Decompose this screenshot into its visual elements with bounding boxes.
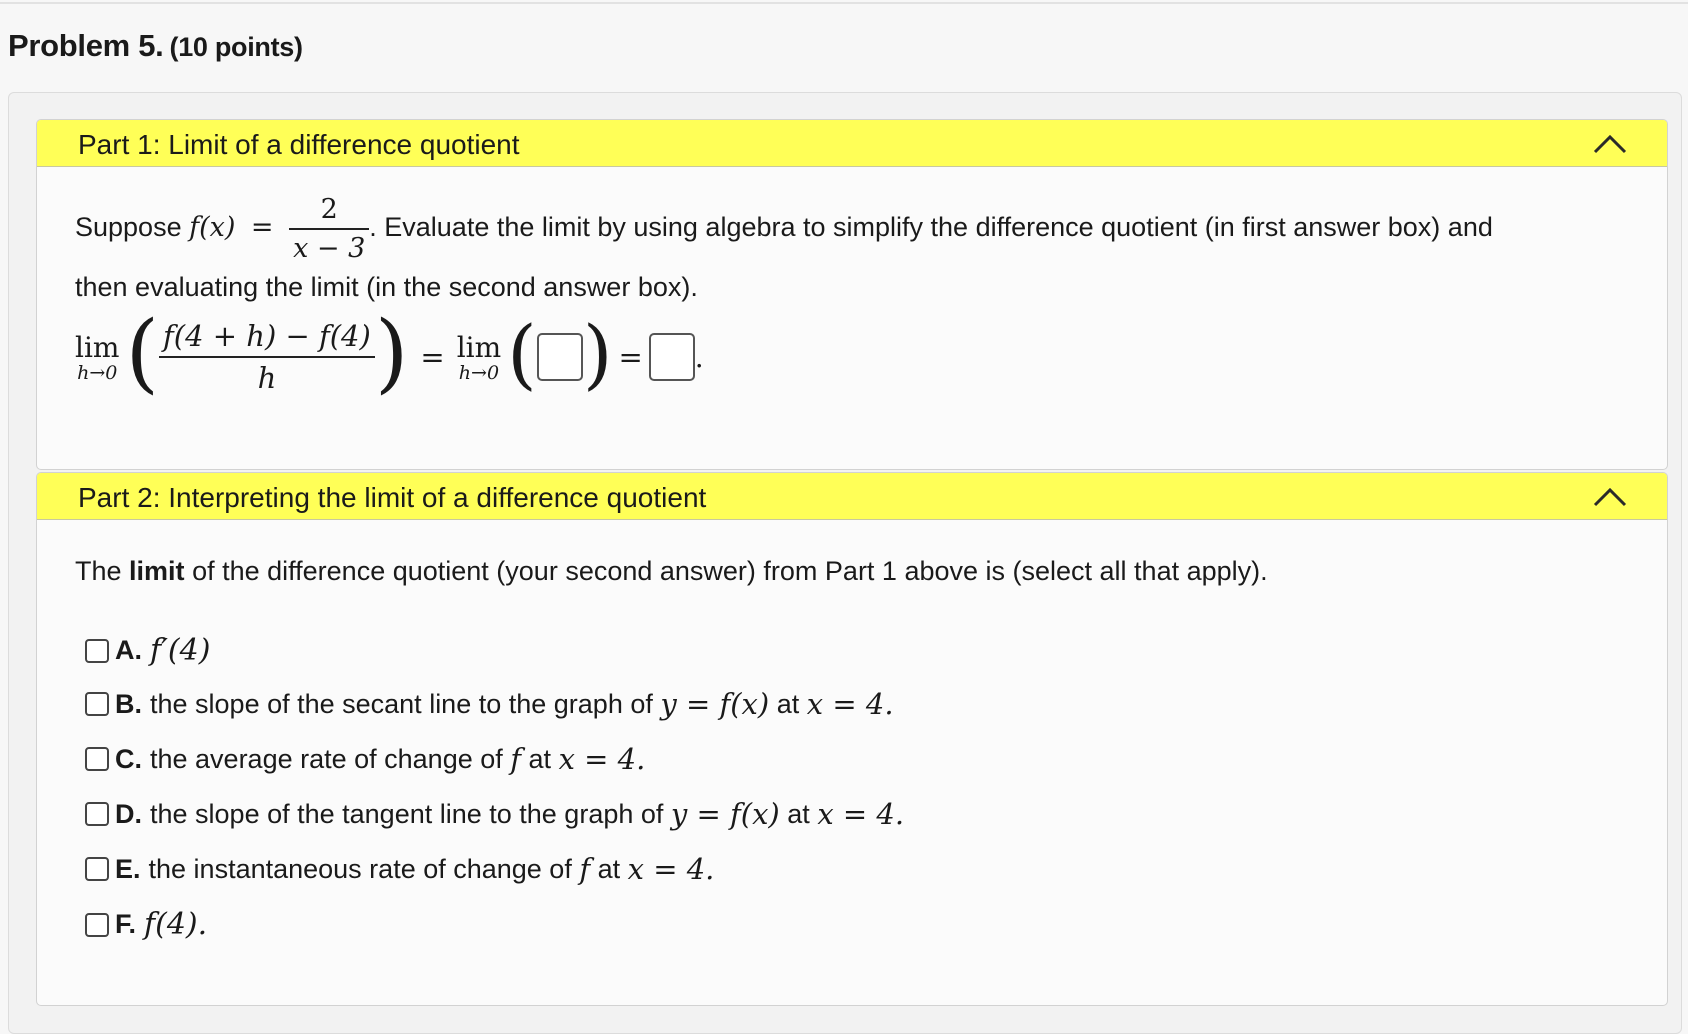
part-2-header[interactable]	[37, 473, 1667, 520]
function-numerator: 2	[289, 194, 369, 230]
option-text: the instantaneous rate of change of	[148, 853, 572, 884]
option-letter: A.	[115, 635, 142, 665]
option-letter: C.	[115, 743, 142, 774]
part-2-panel	[36, 472, 1668, 1006]
chevron-up-icon[interactable]	[1593, 487, 1627, 507]
right-paren: )	[374, 303, 409, 403]
left-paren-2: (	[507, 309, 537, 398]
limit-operator-left	[75, 331, 119, 384]
answer-box-simplified[interactable]	[537, 333, 583, 381]
problem-points: (10 points)	[169, 32, 303, 62]
option-a[interactable]	[85, 633, 210, 668]
checkbox-c[interactable]	[85, 747, 109, 771]
prompt-pre: The	[75, 556, 122, 586]
option-math: f	[579, 852, 591, 886]
right-paren-2: )	[582, 309, 613, 398]
equals-sign: =	[250, 212, 274, 244]
prompt-bold: limit	[129, 556, 185, 586]
option-math2: x = 4.	[558, 742, 646, 776]
option-e[interactable]	[85, 852, 714, 886]
option-letter: E.	[115, 853, 141, 884]
part-1-intro-line2: then evaluating the limit (in the second answer box).	[75, 272, 698, 302]
lim-subscript-2: h→0	[458, 361, 500, 384]
checkbox-d[interactable]	[85, 802, 109, 826]
checkbox-e[interactable]	[85, 857, 109, 881]
option-text: the slope of the tangent line to the graph of	[150, 798, 664, 829]
option-at: at	[776, 688, 800, 719]
option-math: f(4).	[144, 907, 208, 942]
option-b[interactable]	[85, 687, 894, 721]
part-1-title: Part 1: Limit of a difference quotient	[78, 129, 520, 160]
problem-title	[8, 28, 303, 64]
part-1-header[interactable]	[37, 120, 1667, 167]
prompt-post: of the difference quotient (your second answer) from Part 1 above is (select all that apply).	[192, 556, 1268, 586]
top-divider	[0, 2, 1688, 4]
option-at: at	[528, 743, 552, 774]
option-letter: D.	[115, 798, 142, 829]
option-letter: F.	[115, 909, 137, 939]
part-1-intro	[75, 194, 1493, 264]
option-letter: B.	[115, 688, 142, 719]
option-at: at	[597, 853, 621, 884]
option-at: at	[787, 798, 810, 829]
option-d[interactable]	[85, 797, 904, 831]
option-text: the slope of the secant line to the graph of	[150, 688, 653, 719]
function-denominator: x − 3	[293, 233, 366, 264]
problem-number: Problem 5.	[8, 28, 164, 63]
intro-suffix: . Evaluate the limit by using algebra to simplify the difference quotient (in first answer box) and	[369, 212, 1493, 243]
option-f[interactable]	[85, 907, 207, 942]
dq-denominator: h	[257, 361, 277, 395]
answer-box-limit[interactable]	[649, 333, 695, 381]
equals-sign-3: =	[618, 340, 643, 374]
option-math: f	[510, 742, 522, 776]
lim-word: lim	[75, 330, 120, 364]
period: .	[694, 340, 704, 374]
checkbox-a[interactable]	[85, 639, 109, 663]
part-2-title: Part 2: Interpreting the limit of a difference quotient	[78, 482, 707, 513]
option-math2: x = 4.	[627, 852, 715, 886]
limit-expression	[75, 303, 704, 403]
chevron-up-icon[interactable]	[1593, 134, 1627, 154]
equals-sign-2: =	[420, 340, 445, 374]
function-name: f(x)	[189, 212, 236, 244]
checkbox-f[interactable]	[85, 913, 109, 937]
option-math: f′(4)	[150, 633, 211, 668]
option-math2: x = 4.	[817, 797, 905, 831]
lim-word-2: lim	[456, 330, 502, 364]
option-c[interactable]	[85, 742, 645, 776]
part-2-prompt	[75, 556, 1268, 587]
lim-subscript: h→0	[77, 361, 118, 384]
part-1-panel	[36, 119, 1668, 470]
function-fraction	[289, 194, 369, 264]
option-text: the average rate of change of	[150, 743, 503, 774]
intro-prefix: Suppose	[75, 212, 182, 243]
checkbox-b[interactable]	[85, 692, 109, 716]
option-math: y = f(x)	[670, 797, 780, 831]
option-math2: x = 4.	[806, 687, 894, 721]
option-math: y = f(x)	[660, 687, 770, 721]
difference-quotient	[159, 319, 375, 395]
limit-operator-right	[457, 331, 501, 384]
dq-numerator: f(4 + h) − f(4)	[159, 319, 375, 358]
left-paren: (	[125, 303, 160, 403]
